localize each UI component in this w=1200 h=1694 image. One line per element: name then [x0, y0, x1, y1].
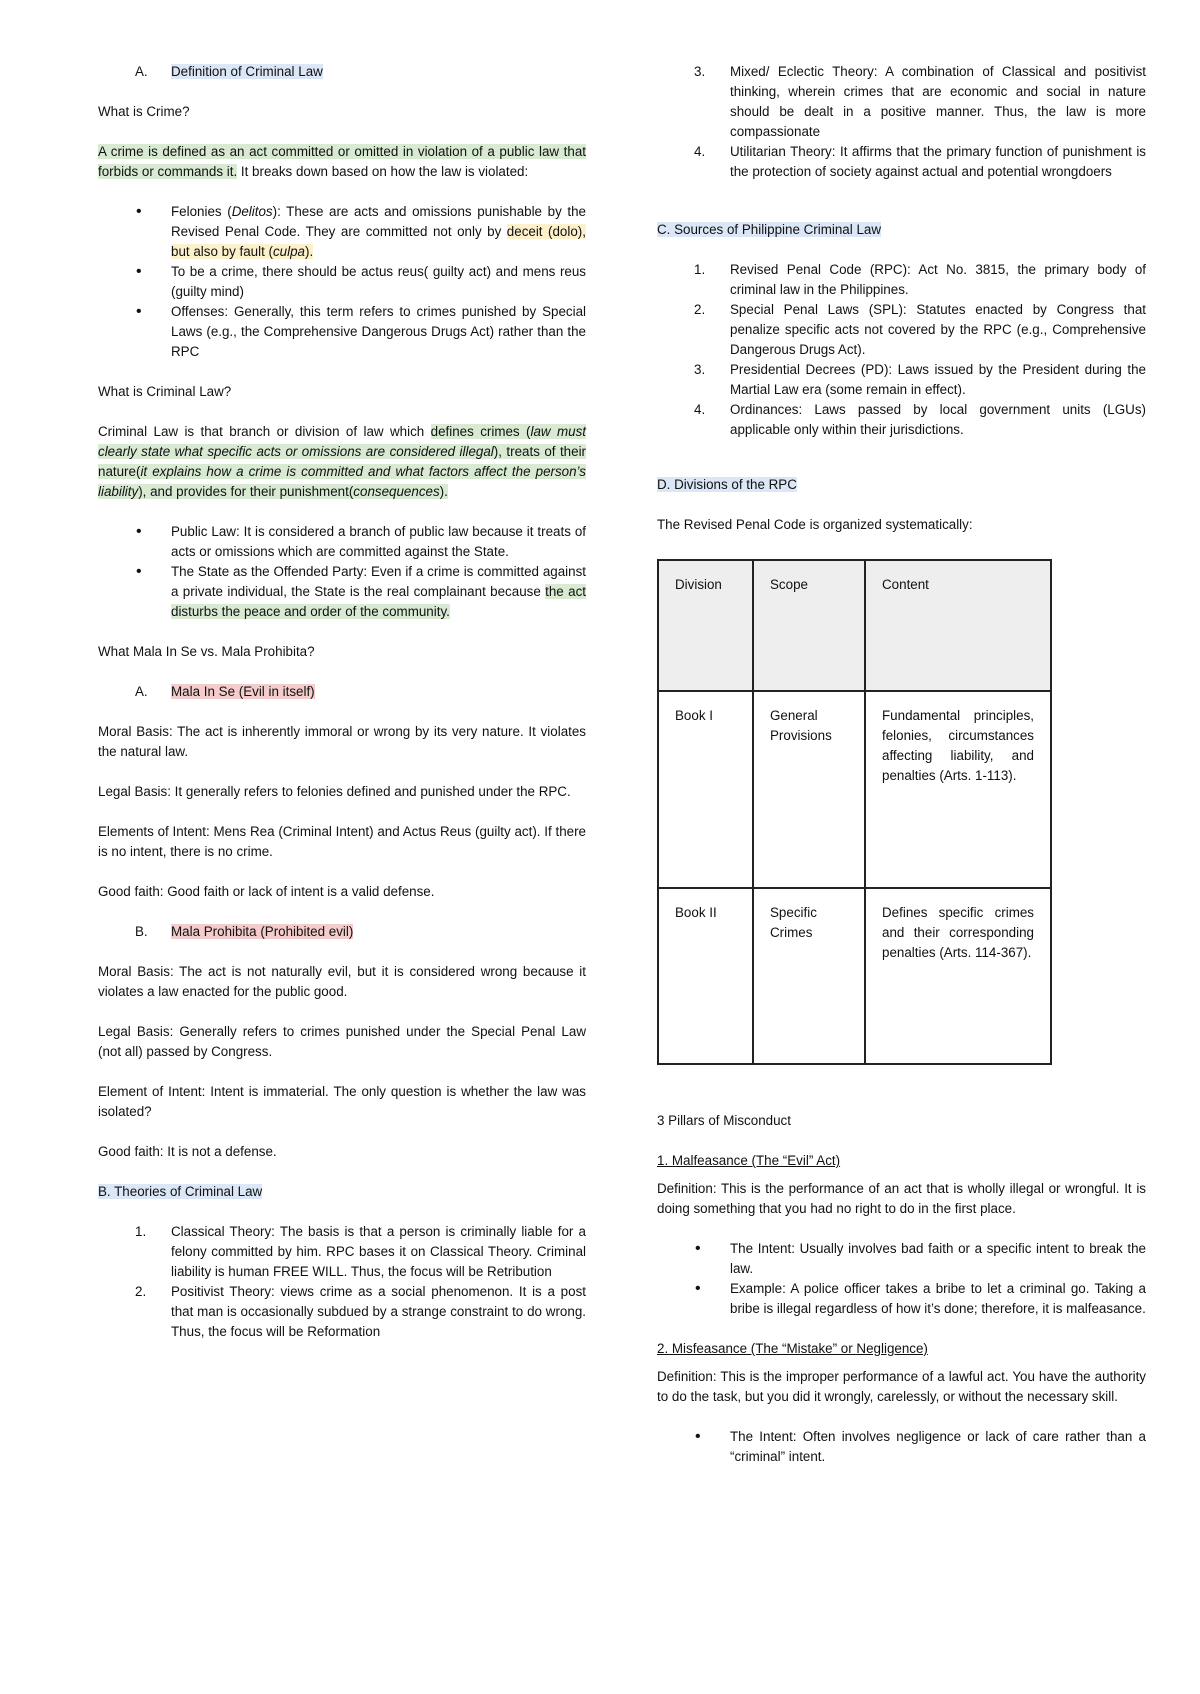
list-item: • The Intent: Usually involves bad faith or a specific intent to break the law. [695, 1240, 1146, 1276]
table-row [658, 691, 1051, 888]
list-item: • The Intent: Often involves negligence or lack of care rather than a “criminal” intent. [695, 1428, 1146, 1464]
mala-prohibita-title: Mala Prohibita (Prohibited evil) [171, 924, 354, 939]
list-item: 1. Classical Theory: The basis is that a person is criminally liable for a felony committed by him. RPC bases it on Classical Theory. Criminal liability is human FREE WILL. Thus, the focus will be Retribution [135, 1224, 586, 1279]
list-item: 3. Mixed/ Eclectic Theory: A combination of Classical and positivist thinking, wherein crimes that are economic and social in nature should be dealt in a positive manner. Thus, the law is more compassionate [694, 64, 1146, 139]
bullet-icon: • [136, 563, 142, 580]
table-cell: Book I [658, 691, 753, 888]
public-law-bullet-list [98, 522, 586, 622]
list-number: 3. [694, 362, 706, 377]
table-header-cell: Scope [753, 560, 865, 691]
list-item: 4. Utilitarian Theory: It affirms that the primary function of punishment is the protection of society against actual and potential wrongdoers [694, 144, 1146, 179]
question-mala: What Mala In Se vs. Mala Prohibita? [98, 644, 315, 659]
mala-in-se-good-faith: Good faith: Good faith or lack of intent is a valid defense. [98, 884, 435, 899]
criminal-law-definition: Criminal Law is that branch or division of law which defines crimes (law must clearly state what specific acts or omissions are considered illegal), treats of their nature(it explains how a crime is committed and what factors affect the person’s liability), and provides for their punishment(consequences). [98, 424, 587, 499]
table-header-cell: Content [865, 560, 1051, 691]
felonies-highlight: deceit (dolo), but also by fault (culpa). [171, 224, 586, 259]
list-item: • Offenses: Generally, this term refers to crimes punished by Special Laws (e.g., the Comprehensive Dangerous Drugs Act) rather than the RPC [136, 303, 586, 359]
crime-bullet-list [98, 202, 586, 362]
section-d-title: D. Divisions of the RPC [657, 477, 797, 492]
list-number: 1. [694, 262, 706, 277]
mala-prohibita-heading [98, 922, 586, 942]
mala-in-se-letter: A. [135, 684, 148, 699]
section-a-heading [98, 62, 586, 82]
list-number: 2. [135, 1284, 147, 1299]
left-column [98, 62, 586, 1342]
right-column [657, 62, 1146, 1467]
mala-prohibita-letter: B. [135, 924, 148, 939]
list-item: 2. Positivist Theory: views crime as a social phenomenon. It is a post that man is occasionally subdued by a strange constraint to do wrong. Thus, the focus will be Reformation [135, 1284, 586, 1339]
list-item: 1. Revised Penal Code (RPC): Act No. 3815, the primary body of criminal law in the Philippines. [694, 262, 1146, 297]
table-cell: Defines specific crimes and their corresponding penalties (Arts. 114-367). [865, 888, 1051, 1064]
malfeasance-title: 1. Malfeasance (The “Evil” Act) [657, 1153, 841, 1168]
bullet-icon: • [136, 303, 142, 320]
mala-in-se-moral: Moral Basis: The act is inherently immoral or wrong by its very nature. It violates the natural law. [98, 724, 586, 759]
crime-definition-highlight: A crime is defined as an act committed or omitted in violation of a public law that forbids or commands it. [98, 144, 586, 179]
list-item: 2. Special Penal Laws (SPL): Statutes enacted by Congress that penalize specific acts not covered by the RPC (e.g., Comprehensive Dangerous Drugs Act). [694, 302, 1146, 357]
list-item: • Example: A police officer takes a bribe to let a criminal go. Taking a bribe is illegal regardless of how it’s done; therefore, it is malfeasance. [695, 1280, 1146, 1316]
crime-definition-rest: It breaks down based on how the law is violated: [237, 164, 529, 179]
mala-prohibita-good-faith: Good faith: It is not a defense. [98, 1144, 277, 1159]
rpc-intro: The Revised Penal Code is organized systematically: [657, 517, 973, 532]
list-item: • Public Law: It is considered a branch of public law because it treats of acts or omissions which are committed against the State. [136, 523, 586, 559]
table-cell: Specific Crimes [753, 888, 865, 1064]
section-a-title: Definition of Criminal Law [171, 64, 323, 79]
table-header-cell: Division [658, 560, 753, 691]
theories-list [98, 1222, 586, 1342]
list-item: • Felonies (Delitos): These are acts and omissions punishable by the Revised Penal Code. They are committed not only by deceit (dolo), but also by fault (culpa). [136, 203, 586, 259]
section-c-heading [657, 220, 1146, 240]
mala-prohibita-legal: Legal Basis: Generally refers to crimes punished under the Special Penal Law (not all) passed by Congress. [98, 1024, 586, 1059]
mala-prohibita-moral: Moral Basis: The act is not naturally evil, but it is considered wrong because it violates a law enacted for the public good. [98, 964, 586, 999]
mala-prohibita-intent: Element of Intent: Intent is immaterial. The only question is whether the law was isolated? [98, 1084, 586, 1119]
list-number: 1. [135, 1224, 147, 1239]
mala-in-se-intent: Elements of Intent: Mens Rea (Criminal Intent) and Actus Reus (guilty act). If there is no intent, there is no crime. [98, 824, 586, 859]
section-b-heading [98, 1182, 586, 1202]
list-item: • The State as the Offended Party: Even if a crime is committed against a private individual, the State is the real complainant because the act disturbs the peace and order of the community. [136, 563, 586, 619]
misfeasance-title: 2. Misfeasance (The “Mistake” or Negligence) [657, 1341, 928, 1356]
table-cell: General Provisions [753, 691, 865, 888]
table-header-row [658, 560, 1051, 691]
table-row [658, 888, 1051, 1064]
state-highlight: the act disturbs the peace and order of the community. [171, 584, 586, 619]
sources-list [657, 260, 1146, 440]
rpc-divisions-table [657, 559, 1052, 1065]
crime-definition [98, 142, 586, 182]
malfeasance-definition: Definition: This is the performance of an act that is wholly illegal or wrongful. It is doing something that you had no right to do in the first place. [657, 1181, 1146, 1216]
list-number: 3. [694, 64, 706, 79]
question-criminal-law: What is Criminal Law? [98, 384, 232, 399]
section-a-letter: A. [135, 64, 148, 79]
table-cell: Fundamental principles, felonies, circumstances affecting liability, and penalties (Arts. 1-113). [865, 691, 1051, 888]
list-number: 4. [694, 144, 706, 159]
misfeasance-definition: Definition: This is the improper performance of a lawful act. You have the authority to do the task, but you did it wrongly, carelessly, or without the necessary skill. [657, 1369, 1146, 1404]
list-item: • To be a crime, there should be actus reus( guilty act) and mens reus (guilty mind) [136, 263, 586, 299]
bullet-icon: • [695, 1240, 701, 1257]
misfeasance-bullet-list [657, 1427, 1146, 1467]
list-number: 2. [694, 302, 706, 317]
malfeasance-bullet-list [657, 1239, 1146, 1319]
question-crime: What is Crime? [98, 104, 190, 119]
list-item: 4. Ordinances: Laws passed by local government units (LGUs) applicable only within their jurisdictions. [694, 402, 1146, 437]
theories-list-continued [657, 62, 1146, 182]
bullet-icon: • [136, 263, 142, 280]
section-d-heading [657, 475, 1146, 495]
bullet-icon: • [136, 523, 142, 540]
table-cell: Book II [658, 888, 753, 1064]
bullet-icon: • [136, 203, 142, 220]
mala-in-se-heading [98, 682, 586, 702]
mala-in-se-legal: Legal Basis: It generally refers to felonies defined and punished under the RPC. [98, 784, 571, 799]
list-number: 4. [694, 402, 706, 417]
section-b-title: B. Theories of Criminal Law [98, 1184, 263, 1199]
criminal-law-highlight: defines crimes (law must clearly state what specific acts or omissions are considered illegal), treats of their nature(it explains how a crime is committed and what factors affect the person’s liability), and provides for their punishment(consequences). [98, 424, 587, 499]
section-c-title: C. Sources of Philippine Criminal Law [657, 222, 882, 237]
pillars-title: 3 Pillars of Misconduct [657, 1113, 791, 1128]
bullet-icon: • [695, 1428, 701, 1445]
bullet-icon: • [695, 1280, 701, 1297]
list-item: 3. Presidential Decrees (PD): Laws issued by the President during the Martial Law era (some remain in effect). [694, 362, 1146, 397]
mala-in-se-title: Mala In Se (Evil in itself) [171, 684, 315, 699]
